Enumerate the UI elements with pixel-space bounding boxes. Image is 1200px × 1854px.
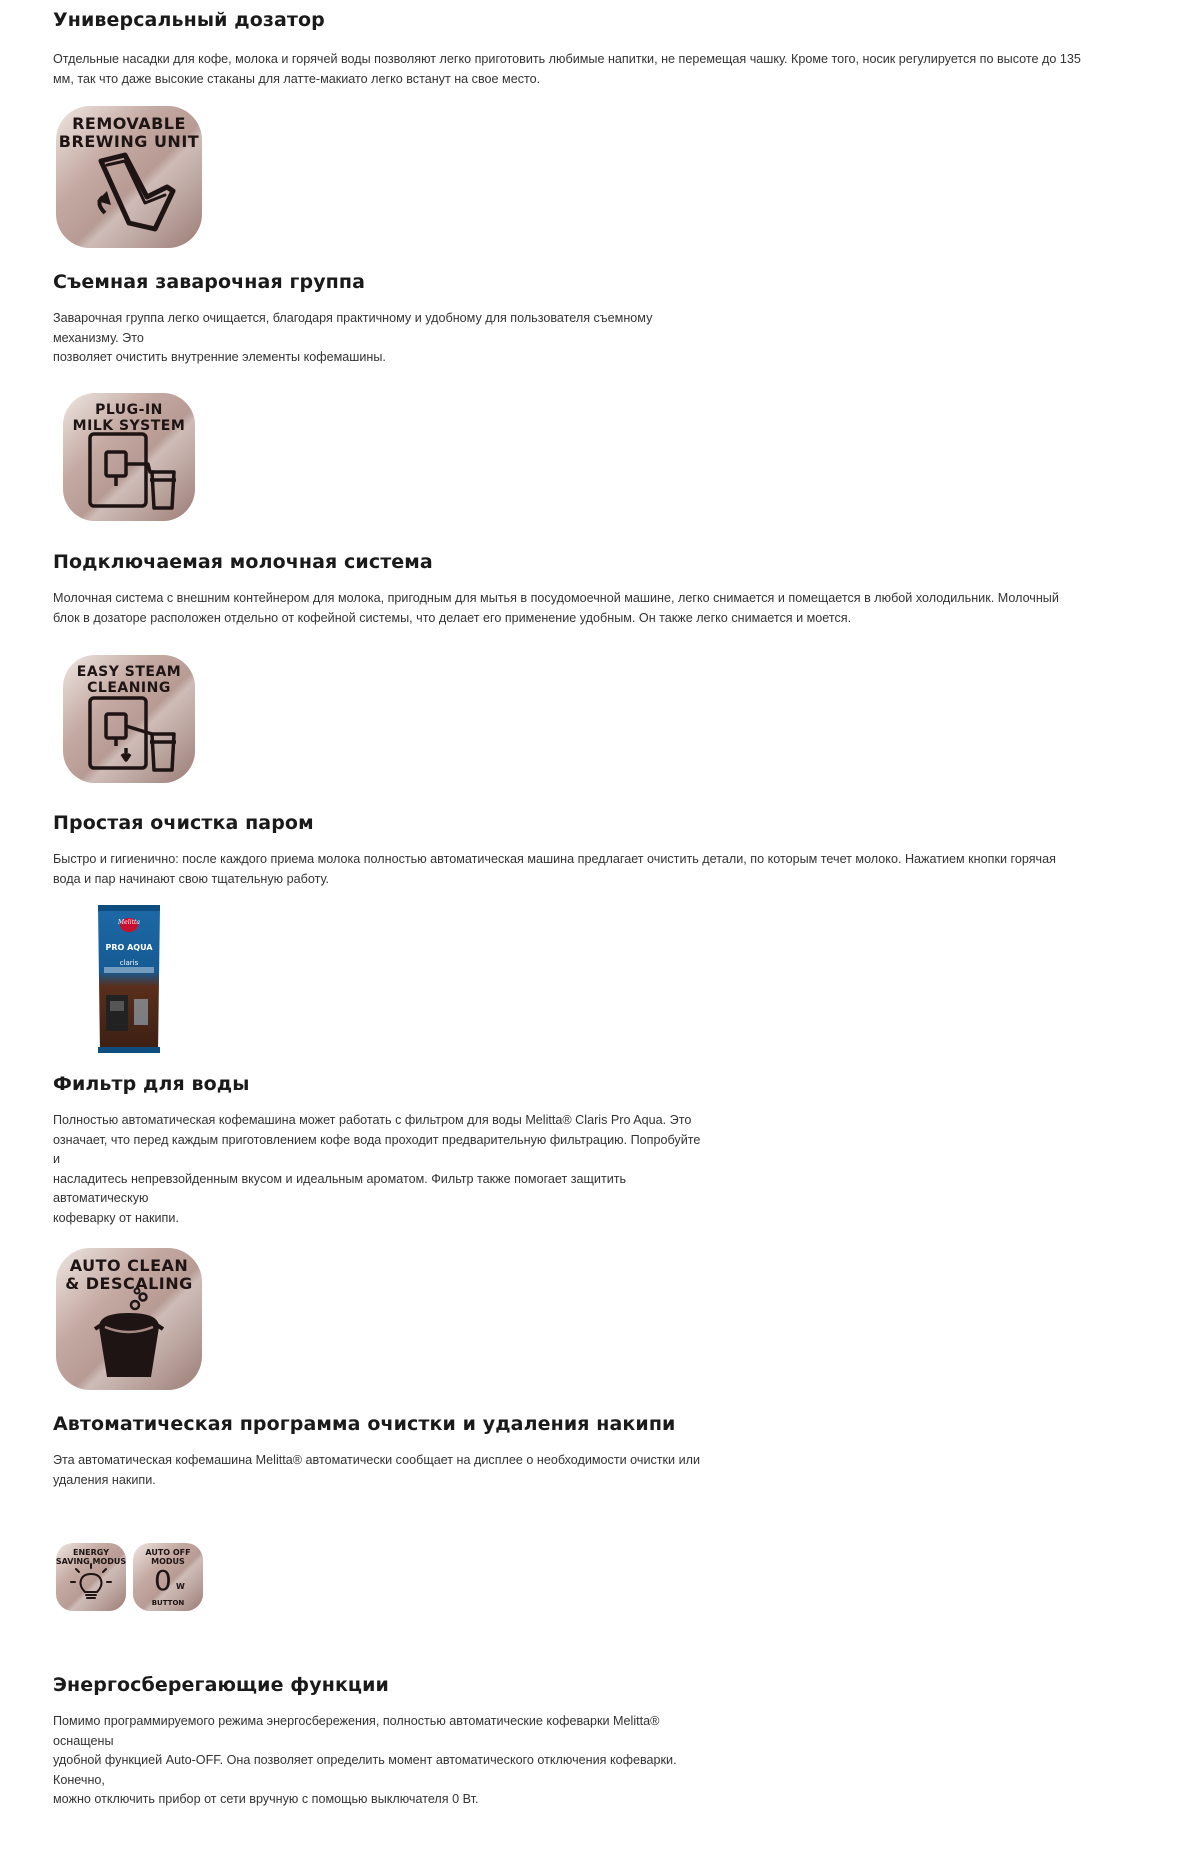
energy-saving-badge bbox=[55, 1542, 127, 1612]
easy-steam-cleaning-badge bbox=[62, 654, 196, 784]
badge-line: MODUS bbox=[151, 1557, 185, 1566]
section-easy-steam-cleaning bbox=[53, 811, 1173, 889]
product-subname: claris bbox=[119, 959, 139, 967]
section-text-line: означает, что перед каждым приготовлением кофе вода проходит предварительную фильтрацию. Попробуйте bbox=[53, 1132, 701, 1147]
product-brand: Melitta bbox=[118, 919, 140, 926]
section-text-line: Молочная система с внешним контейнером для молока, пригодным для мытья в посудомоечной машине, легко снимается и помещается в любой холодильник. Молочный bbox=[53, 591, 1059, 605]
badge-caption: BUTTON bbox=[151, 1599, 185, 1607]
badge-line: REMOVABLE bbox=[72, 114, 186, 133]
section-heading: Автоматическая программа очистки и удаления накипи bbox=[53, 1413, 676, 1435]
section-universal-dispenser bbox=[53, 8, 1173, 89]
section-plug-in-milk-system bbox=[53, 550, 1173, 628]
section-text-line: вода и пар начинают свою тщательную работу. bbox=[53, 871, 330, 886]
product-name: PRO AQUA bbox=[105, 943, 153, 952]
section-text-line: блок в дозаторе расположен отдельно от кофейной системы, что делает его применение удобным. Он также легко снимается и моется. bbox=[53, 610, 852, 625]
section-text-line: Заварочная группа легко очищается, благодаря практичному и удобному для пользователя съемному bbox=[53, 311, 653, 325]
section-heading: Энергосберегающие функции bbox=[53, 1674, 389, 1696]
section-text-line: автоматическую bbox=[53, 1191, 149, 1205]
power-value: 0 bbox=[154, 1564, 172, 1597]
section-heading: Фильтр для воды bbox=[53, 1073, 250, 1095]
power-unit: W bbox=[176, 1582, 185, 1591]
badge-line: AUTO CLEAN bbox=[69, 1256, 189, 1275]
section-heading: Простая очистка паром bbox=[53, 812, 314, 834]
section-text-line: и bbox=[53, 1152, 61, 1166]
section-text-line: Конечно, bbox=[53, 1772, 105, 1787]
section-text-line: Отдельные насадки для кофе, молока и горячей воды позволяют легко приготовить любимые напитки, не перемещая чашку. Кроме того, носик регулируется по высоте до 135 bbox=[53, 52, 1081, 66]
section-text-line: кофеварку от накипи. bbox=[53, 1210, 179, 1225]
section-water-filter bbox=[53, 1072, 1173, 1228]
section-heading: Универсальный дозатор bbox=[53, 9, 325, 31]
badge-line: MILK SYSTEM bbox=[72, 418, 186, 434]
section-text-line: оснащены bbox=[53, 1733, 114, 1748]
section-text-line: Быстро и гигиенично: после каждого приема молока полностью автоматическая машина предлагает очистить детали, по которым течет молоко. Нажатием кнопки горячая bbox=[53, 852, 1056, 866]
section-heading: Подключаемая молочная система bbox=[53, 551, 433, 573]
section-auto-clean-descaling bbox=[53, 1412, 1173, 1490]
section-removable-brewing-unit bbox=[53, 270, 1173, 368]
section-text-line: позволяет очистить внутренние элементы кофемашины. bbox=[53, 350, 386, 364]
section-energy-saving bbox=[53, 1673, 1173, 1810]
section-heading: Съемная заварочная группа bbox=[53, 271, 366, 293]
section-text-line: насладитесь непревзойденным вкусом и идеальным ароматом. Фильтр также помогает защитить bbox=[53, 1171, 627, 1186]
auto-off-badge bbox=[132, 1542, 204, 1612]
section-text-line: можно отключить прибор от сети вручную с помощью выключателя 0 Вт. bbox=[53, 1792, 479, 1806]
badge-line: & DESCALING bbox=[65, 1274, 193, 1293]
badge-line: ENERGY bbox=[73, 1548, 109, 1557]
section-text-line: мм, так что даже высокие стаканы для латте-макиато легко встанут на свое место. bbox=[53, 71, 541, 86]
badge-line: AUTO OFF bbox=[145, 1548, 191, 1557]
plug-in-milk-system-badge bbox=[62, 392, 196, 522]
auto-clean-descaling-badge bbox=[55, 1247, 203, 1391]
section-text-line: механизму. Это bbox=[53, 330, 144, 345]
section-text-line: Помимо программируемого режима энергосбережения, полностью автоматические кофеварки Melitta® bbox=[53, 1714, 660, 1728]
badge-line: CLEANING bbox=[87, 680, 171, 696]
section-text-line: Полностью автоматическая кофемашина может работать с фильтром для воды Melitta® Claris Pro Aqua. Это bbox=[53, 1113, 692, 1127]
water-filter-product-image bbox=[94, 903, 164, 1055]
badge-line: SAVING MODUS bbox=[55, 1557, 127, 1566]
badge-line: PLUG-IN bbox=[95, 402, 163, 418]
section-text-line: удаления накипи. bbox=[53, 1472, 156, 1487]
badge-line: BREWING UNIT bbox=[58, 132, 200, 151]
section-text-line: удобной функцией Auto-OFF. Она позволяет определить момент автоматического отключения кофеварки. bbox=[53, 1753, 677, 1767]
section-text-line: Эта автоматическая кофемашина Melitta® автоматически сообщает на дисплее о необходимости очистки или bbox=[53, 1453, 701, 1467]
removable-brewing-unit-badge bbox=[55, 105, 203, 249]
badge-line: EASY STEAM bbox=[76, 664, 182, 680]
